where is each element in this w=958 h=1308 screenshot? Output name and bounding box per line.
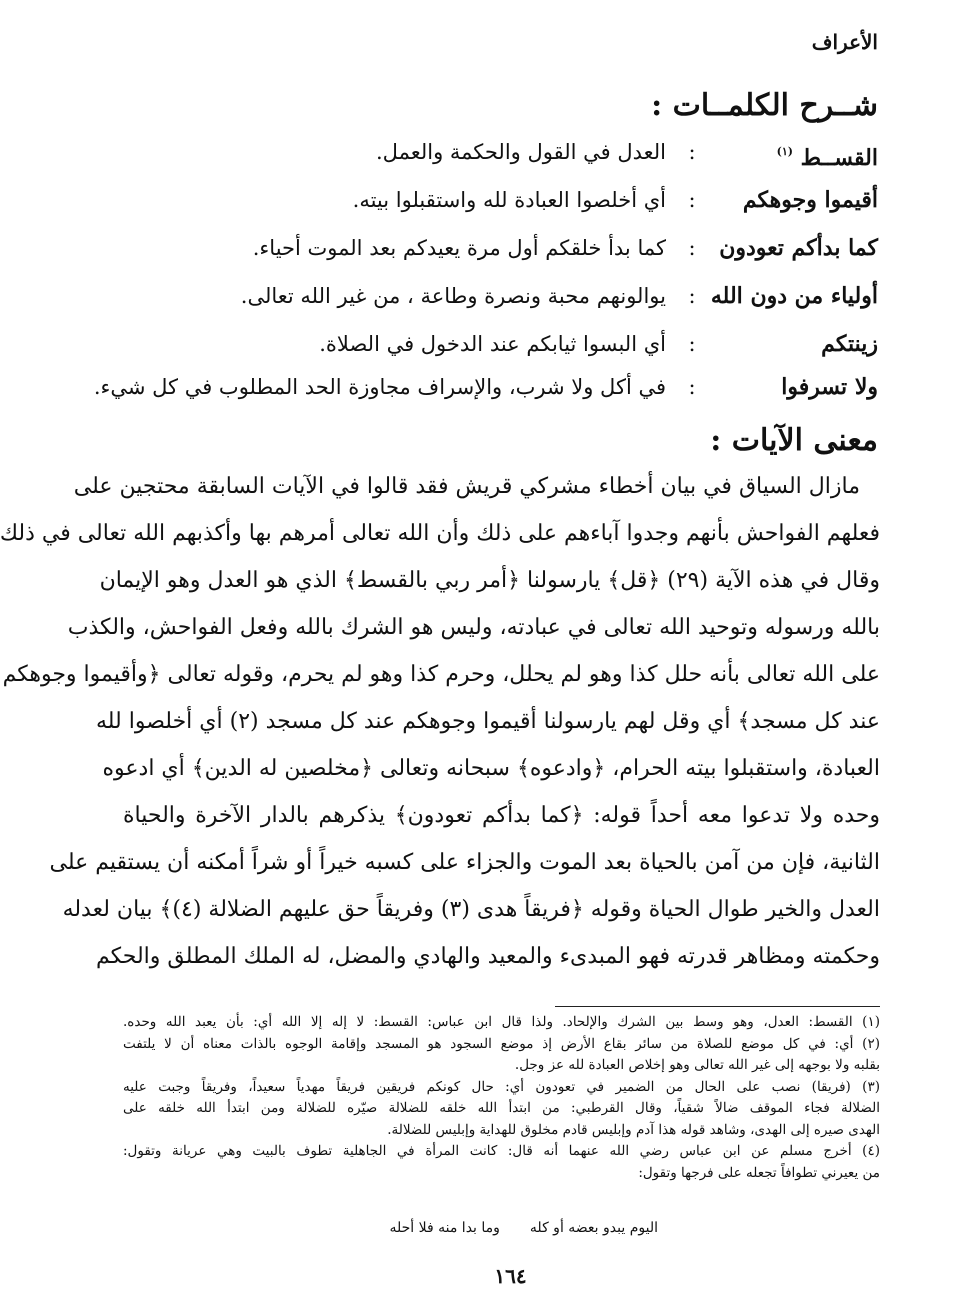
footnote-line: من يعيرني تطوافاً تجعله على فرجها وتقول:	[638, 1164, 880, 1181]
separator: :	[688, 140, 696, 164]
verse-second-hemistich: وما بدا منه فلا أحله	[389, 1220, 500, 1236]
glossary-entry	[118, 130, 878, 174]
glossary-definition: أي أخلصوا العبادة لله واستقبلوا بيته.	[352, 188, 666, 212]
text-line: العدل والخير طوال الحياة وقوله ﴿فريقاً هدى (٣) وفريقاً حق عليهم الضلالة (٤)﴾ بيان لعدله	[62, 897, 880, 922]
text-line: وقال في هذه الآية (٢٩) ﴿قل﴾ يارسولنا ﴿أمر ربي بالقسط﴾ الذي هو العدل وهو الإيمان	[99, 568, 880, 593]
text-line: وحده ولا تدعوا معه أحداً قوله: ﴿كما بدأكم تعودون﴾ يذكرهم بالدار الآخرة والحياة	[123, 803, 880, 828]
separator: :	[688, 188, 696, 212]
glossary-entry	[118, 322, 878, 366]
body-paragraph	[0, 463, 880, 980]
glossary-entry	[118, 226, 878, 270]
text-line: وحكمته ومظاهر قدرته فهو المبدىء والمعيد والهادي والمضل، له الملك المطلق والحكم	[95, 944, 880, 969]
footnotes	[123, 1012, 880, 1184]
glossary-entry	[93, 365, 878, 409]
glossary-definition: يوالونهم محبة ونصرة وطاعة ، من غير الله تعالى.	[240, 284, 666, 308]
text-line: بالله ورسوله وتوحيد الله تعالى في عبادته، وليس هو الشرك بالله وفعل الفواحش، والكذب	[67, 615, 880, 640]
footnote-line: الضلالة فجاء الموقف ضالاً شقياً، وقال القرطبي: من ابتدأ الله خلقه للضلالة صيّره للضلالة ومن ابتدأ الله خلقه على	[123, 1100, 880, 1116]
glossary-term: زينتكم	[821, 331, 878, 357]
glossary-term: القســط $^{(١)}$	[776, 145, 878, 171]
text-line: مازال السياق في بيان أخطاء مشركي قريش فقد قالوا في الآيات السابقة محتجين على	[73, 474, 860, 499]
text-line: فعلهم الفواحش بأنهم وجدوا آباءهم على ذلك وأن الله تعالى أمرهم بها وأكذبهم الله تعالى في ذلك	[0, 521, 880, 546]
glossary-entry	[118, 178, 878, 222]
meaning-heading: معنى الآيات :	[710, 423, 878, 458]
glossary-term: كما بدأكم تعودون	[719, 235, 878, 261]
glossary-definition: العدل في القول والحكمة والعمل.	[375, 140, 666, 164]
glossary-term: ولا تسرفوا	[781, 374, 878, 400]
verse-first-hemistich: اليوم يبدو بعضه أو كله	[529, 1220, 658, 1236]
footnote-line: (١) القسط: العدل، وهو وسط بين الشرك والإلحاد. ولذا قال ابن عباس: القسط: لا إله إلا الله أي: بأن يعبد الله وحده.	[123, 1014, 880, 1030]
page-number: ١٦٤	[494, 1264, 527, 1288]
text-line: على الله تعالى بأنه حلل كذا وهو لم يحلل، وحرم كذا وهو لم يحرم، وقوله تعالى ﴿وأقيموا وجوهكم	[2, 662, 880, 687]
glossary-definition: في أكل ولا شرب، والإسراف مجاوزة الحد المطلوب في كل شيء.	[93, 375, 666, 399]
glossary-term: أولياء من دون الله	[710, 283, 878, 309]
glossary-definition: كما بدأ خلقكم أول مرة يعيدكم بعد الموت أحياء.	[252, 236, 666, 260]
footnote-line: (٣) (فريقا) نصب على الحال من الضمير في تعودون أي: حال كونكم فريقين فريقاً مهدياً سعيداً، وفريقاً وجبت عليه	[123, 1078, 880, 1095]
separator: :	[688, 332, 696, 356]
footnote-divider	[555, 1006, 880, 1007]
glossary-heading: شــرح الكلمــات :	[651, 88, 878, 123]
footnote-line: الهدى صيره إلى الهدى، وشاهد قوله هذا آدم وإبليس قادم مخلوق للهداية وإبليس للضلالة.	[387, 1121, 880, 1138]
footnote-line: (٢) أي: في كل موضع للصلاة من سائر بقاع الأرض إذ موضع السجود هو المسجد وإقامة الوجوه بالذات معناه أن لا يلتفت	[123, 1035, 880, 1052]
glossary-entry	[118, 274, 878, 318]
glossary-definition: أي البسوا ثيابكم عند الدخول في الصلاة.	[319, 332, 666, 356]
poetry-verse	[390, 1220, 659, 1236]
footnote-line: (٤) أخرج مسلم عن ابن عباس رضي الله عنهما أنه قال: كانت المرأة في الجاهلية تطوف بالبيت وهي عريانة وتقول:	[123, 1143, 880, 1159]
text-line: عند كل مسجد﴾ أي وقل لهم يارسولنا أقيموا وجوهكم عند كل مسجد (٢) أي أخلصوا لله	[95, 709, 880, 734]
text-line: الثانية، فإن من آمن بالحياة بعد الموت والجزاء على كسبه خيراً أو شراً أمكنه أن يستقيم على	[49, 850, 880, 875]
footnote-marker: (١)	[776, 145, 793, 158]
separator: :	[688, 375, 696, 399]
footnote-line: بقلبه ولا بوجهه إلى غير الله تعالى وهو إخلاص العبادة لله عز وجل.	[514, 1057, 880, 1073]
text-line: العبادة، واستقبلوا بيته الحرام، ﴿وادعوه﴾ سبحانه وتعالى ﴿مخلصين له الدين﴾ أي ادعوه	[102, 756, 880, 781]
separator: :	[688, 236, 696, 260]
glossary-term: أقيموا وجوهكم	[742, 187, 878, 213]
separator: :	[688, 284, 696, 308]
running-head: الأعراف	[811, 30, 878, 54]
